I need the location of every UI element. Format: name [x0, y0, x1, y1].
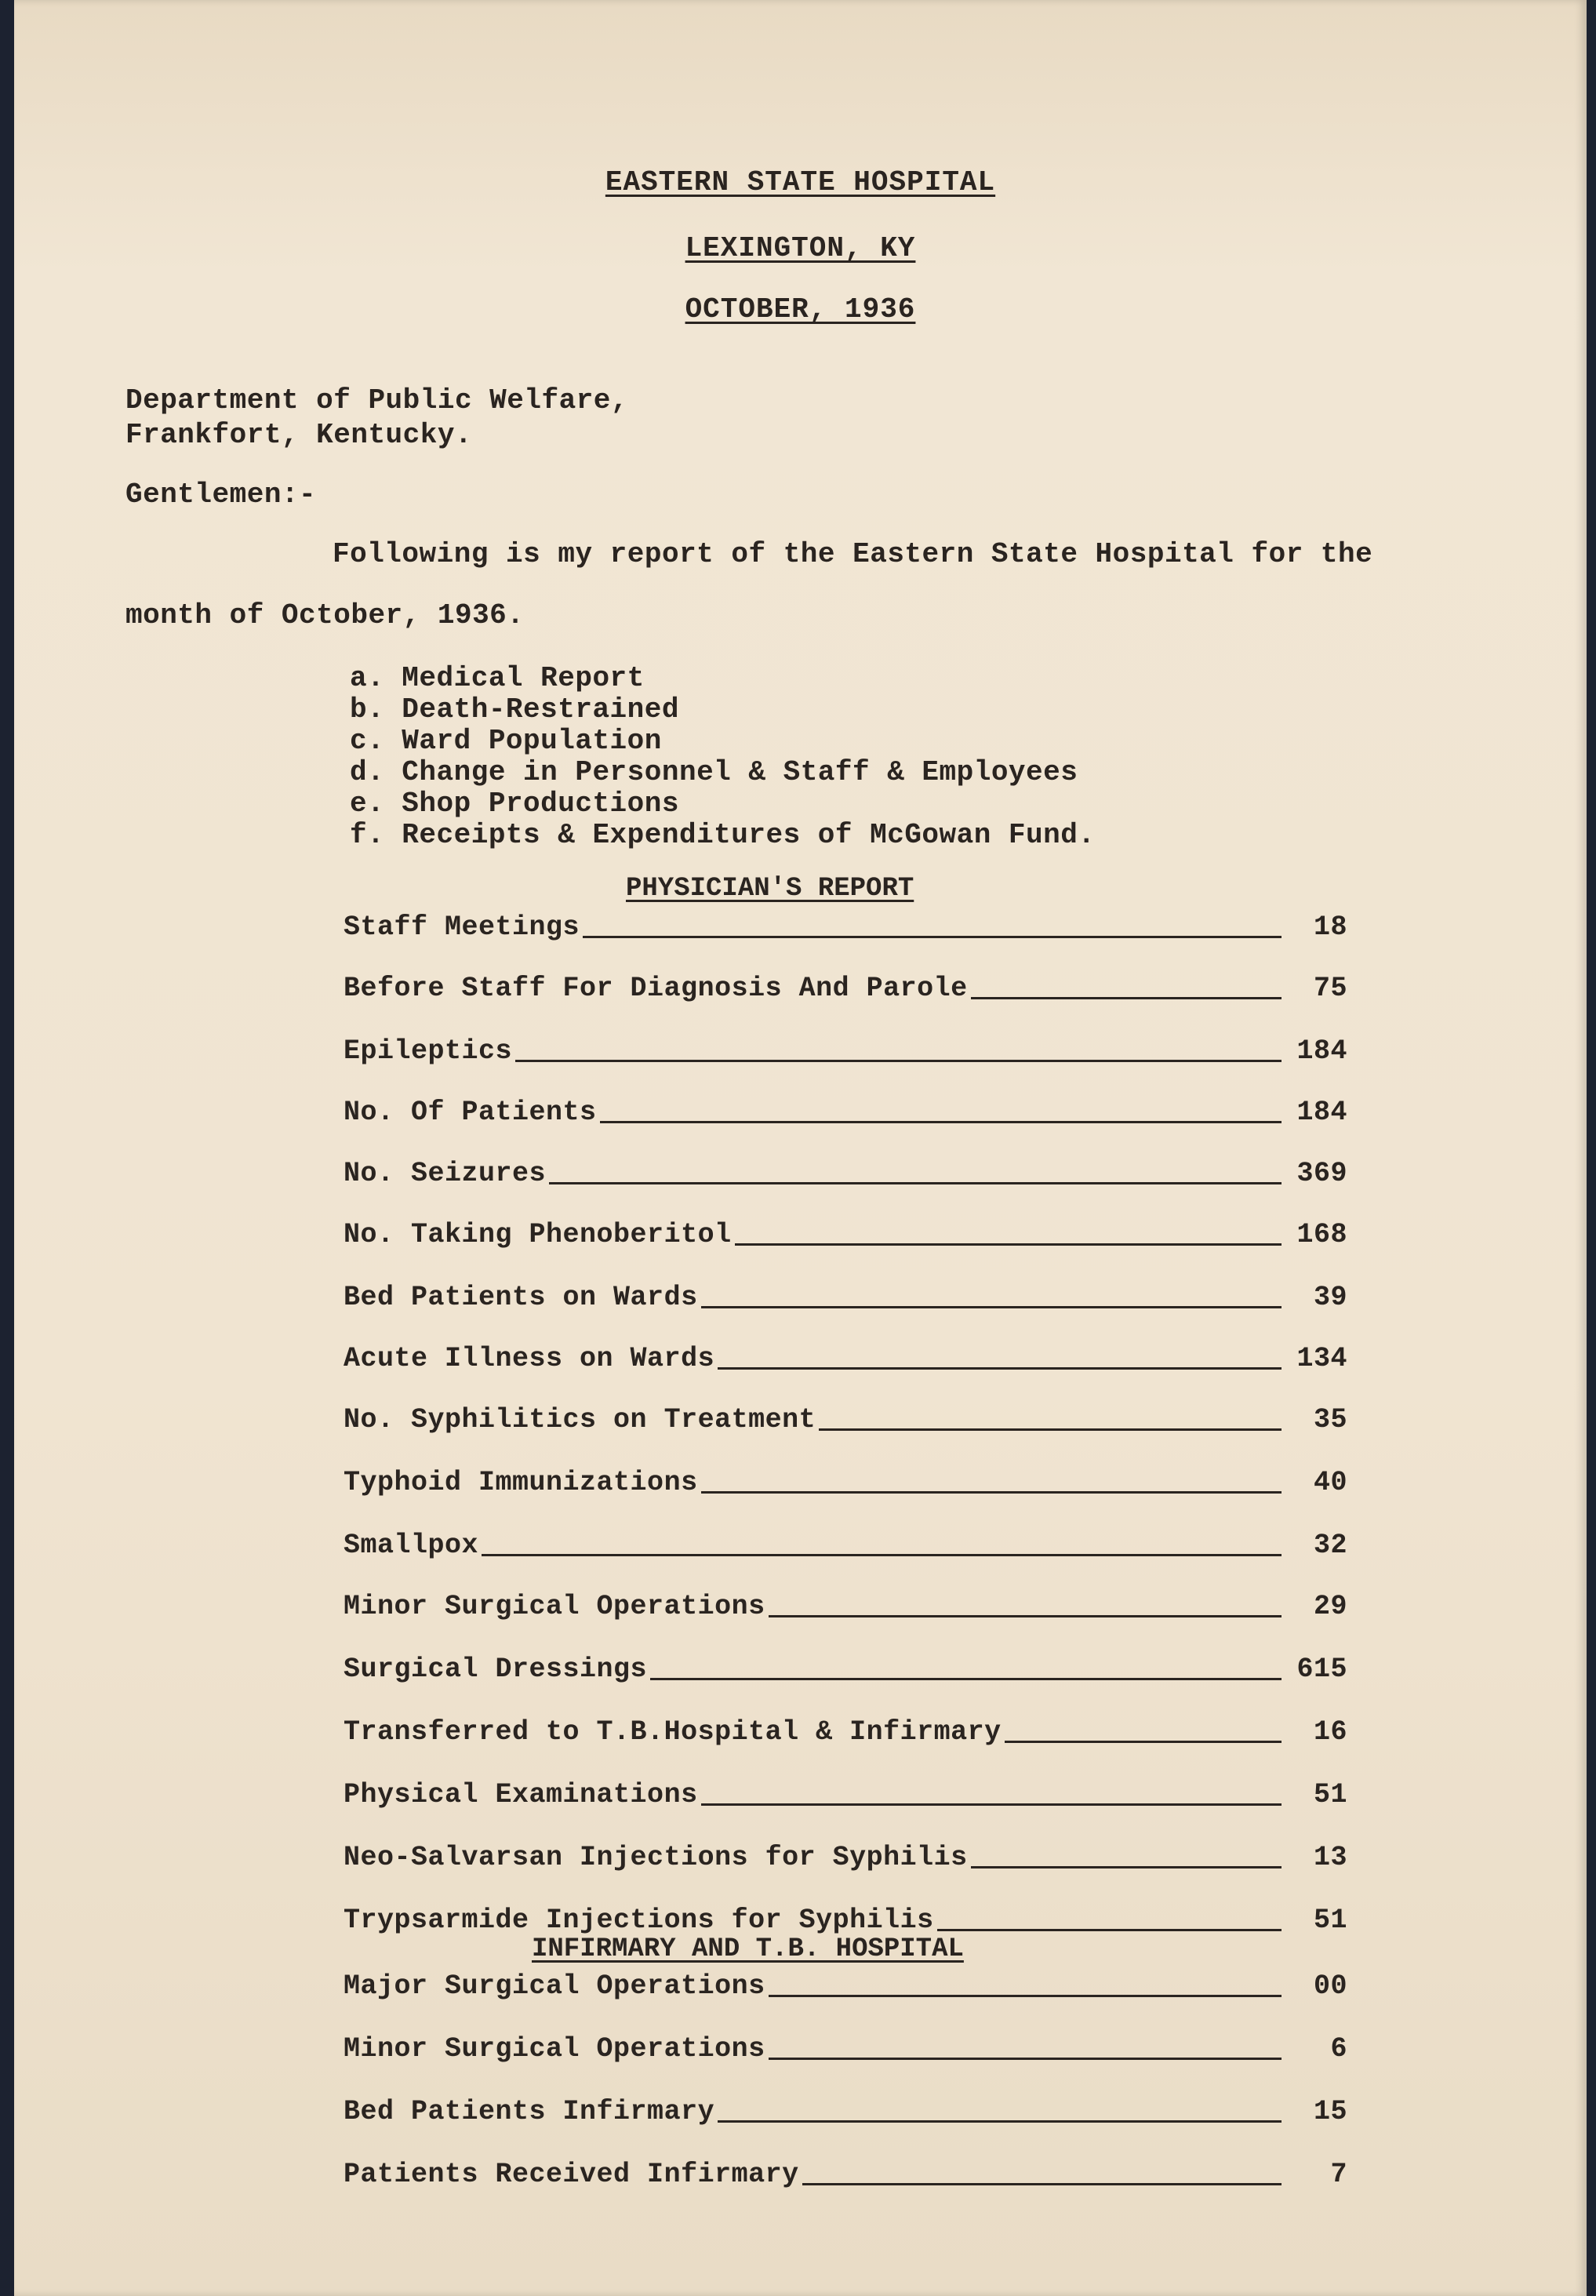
table-row — [344, 1155, 1347, 1189]
row-label: No. Syphilitics on Treatment — [344, 1404, 816, 1435]
row-value: 6 — [1330, 2033, 1347, 2065]
row-label: Trypsarmide Injections for Syphilis — [344, 1905, 934, 1936]
row-value: 7 — [1330, 2159, 1347, 2190]
row-label: Typhoid Immunizations — [344, 1467, 698, 1498]
row-value: 51 — [1313, 1779, 1347, 1810]
row-label: Bed Patients Infirmary — [344, 2096, 715, 2127]
table-row — [344, 1279, 1347, 1313]
table-row — [344, 1340, 1347, 1374]
leader-line — [718, 1366, 1282, 1370]
table-row — [344, 1093, 1347, 1128]
table-row — [344, 1401, 1347, 1435]
leader-line — [718, 2120, 1282, 2123]
leader-line — [971, 1865, 1282, 1868]
table-row — [344, 1967, 1347, 2002]
table-row — [344, 1650, 1347, 1685]
row-label: Bed Patients on Wards — [344, 1282, 698, 1313]
table-row — [344, 1032, 1347, 1067]
physicians-report-title: PHYSICIAN'S REPORT — [626, 874, 914, 904]
leader-line — [971, 996, 1282, 999]
row-label: No. Seizures — [344, 1158, 547, 1189]
list-item: a. Medical Report — [350, 662, 645, 694]
leader-line — [769, 1614, 1282, 1617]
row-value: 29 — [1313, 1591, 1347, 1622]
report-date: OCTOBER, 1936 — [685, 293, 916, 326]
table-row — [344, 1839, 1347, 1873]
leader-line — [769, 2057, 1282, 2060]
table-row — [344, 1713, 1347, 1748]
row-value: 168 — [1296, 1219, 1347, 1250]
row-value: 32 — [1313, 1530, 1347, 1561]
leader-line — [819, 1428, 1282, 1431]
table-row — [344, 2156, 1347, 2190]
table-row — [344, 1901, 1347, 1936]
table-row — [344, 1216, 1347, 1250]
list-item: f. Receipts & Expenditures of McGowan Fund. — [350, 819, 1096, 851]
row-label: Epileptics — [344, 1035, 513, 1067]
row-label: Acute Illness on Wards — [344, 1343, 715, 1374]
leader-line — [515, 1059, 1282, 1062]
infirmary-title: INFIRMARY AND T.B. HOSPITAL — [532, 1934, 964, 1964]
row-value: 51 — [1313, 1905, 1347, 1936]
table-row — [344, 1776, 1347, 1810]
row-value: 615 — [1296, 1654, 1347, 1685]
leader-line — [482, 1553, 1282, 1556]
row-value: 75 — [1313, 973, 1347, 1004]
table-row — [344, 2093, 1347, 2127]
hospital-city: LEXINGTON, KY — [685, 232, 916, 264]
intro-line-1: Following is my report of the Eastern State Hospital for the — [333, 538, 1373, 570]
row-label: Transferred to T.B.Hospital & Infirmary — [344, 1716, 1002, 1748]
table-row — [344, 908, 1347, 943]
row-label: Physical Examinations — [344, 1779, 698, 1810]
leader-line — [802, 2182, 1282, 2185]
leader-line — [600, 1120, 1282, 1123]
list-item: b. Death-Restrained — [350, 693, 679, 726]
intro-line-2: month of October, 1936. — [125, 599, 525, 631]
table-row — [344, 970, 1347, 1004]
leader-line — [701, 1803, 1282, 1806]
row-value: 184 — [1296, 1035, 1347, 1067]
leader-line — [650, 1677, 1282, 1680]
row-value: 134 — [1296, 1343, 1347, 1374]
leader-line — [583, 935, 1282, 938]
list-item: c. Ward Population — [350, 725, 662, 757]
leader-line — [701, 1490, 1282, 1494]
row-value: 184 — [1296, 1097, 1347, 1128]
addressee-line-1: Department of Public Welfare, — [125, 384, 629, 417]
row-label: No. Taking Phenoberitol — [344, 1219, 732, 1250]
addressee-line-2: Frankfort, Kentucky. — [125, 419, 473, 451]
row-value: 16 — [1313, 1716, 1347, 1748]
leader-line — [937, 1928, 1282, 1931]
table-row — [344, 2030, 1347, 2065]
row-value: 00 — [1313, 1970, 1347, 2002]
list-item: e. Shop Productions — [350, 788, 679, 820]
row-label: Minor Surgical Operations — [344, 1591, 765, 1622]
salutation: Gentlemen:- — [125, 478, 317, 511]
row-value: 35 — [1313, 1404, 1347, 1435]
leader-line — [1005, 1740, 1282, 1743]
leader-line — [735, 1243, 1282, 1246]
row-value: 18 — [1313, 911, 1347, 943]
row-label: Before Staff For Diagnosis And Parole — [344, 973, 968, 1004]
row-label: No. Of Patients — [344, 1097, 597, 1128]
row-value: 369 — [1296, 1158, 1347, 1189]
row-value: 13 — [1313, 1842, 1347, 1873]
list-item: d. Change in Personnel & Staff & Employees — [350, 756, 1078, 788]
leader-line — [549, 1181, 1282, 1184]
leader-line — [701, 1305, 1282, 1308]
row-value: 39 — [1313, 1282, 1347, 1313]
table-row — [344, 1526, 1347, 1561]
row-label: Staff Meetings — [344, 911, 580, 943]
row-value: 40 — [1313, 1467, 1347, 1498]
table-row — [344, 1588, 1347, 1622]
row-label: Neo-Salvarsan Injections for Syphilis — [344, 1842, 968, 1873]
row-value: 15 — [1313, 2096, 1347, 2127]
row-label: Patients Received Infirmary — [344, 2159, 799, 2190]
row-label: Minor Surgical Operations — [344, 2033, 765, 2065]
row-label: Surgical Dressings — [344, 1654, 648, 1685]
hospital-title: EASTERN STATE HOSPITAL — [605, 166, 996, 198]
row-label: Major Surgical Operations — [344, 1970, 765, 2002]
leader-line — [769, 1994, 1282, 1997]
table-row — [344, 1464, 1347, 1498]
document-page — [14, 0, 1587, 2296]
row-label: Smallpox — [344, 1530, 479, 1561]
